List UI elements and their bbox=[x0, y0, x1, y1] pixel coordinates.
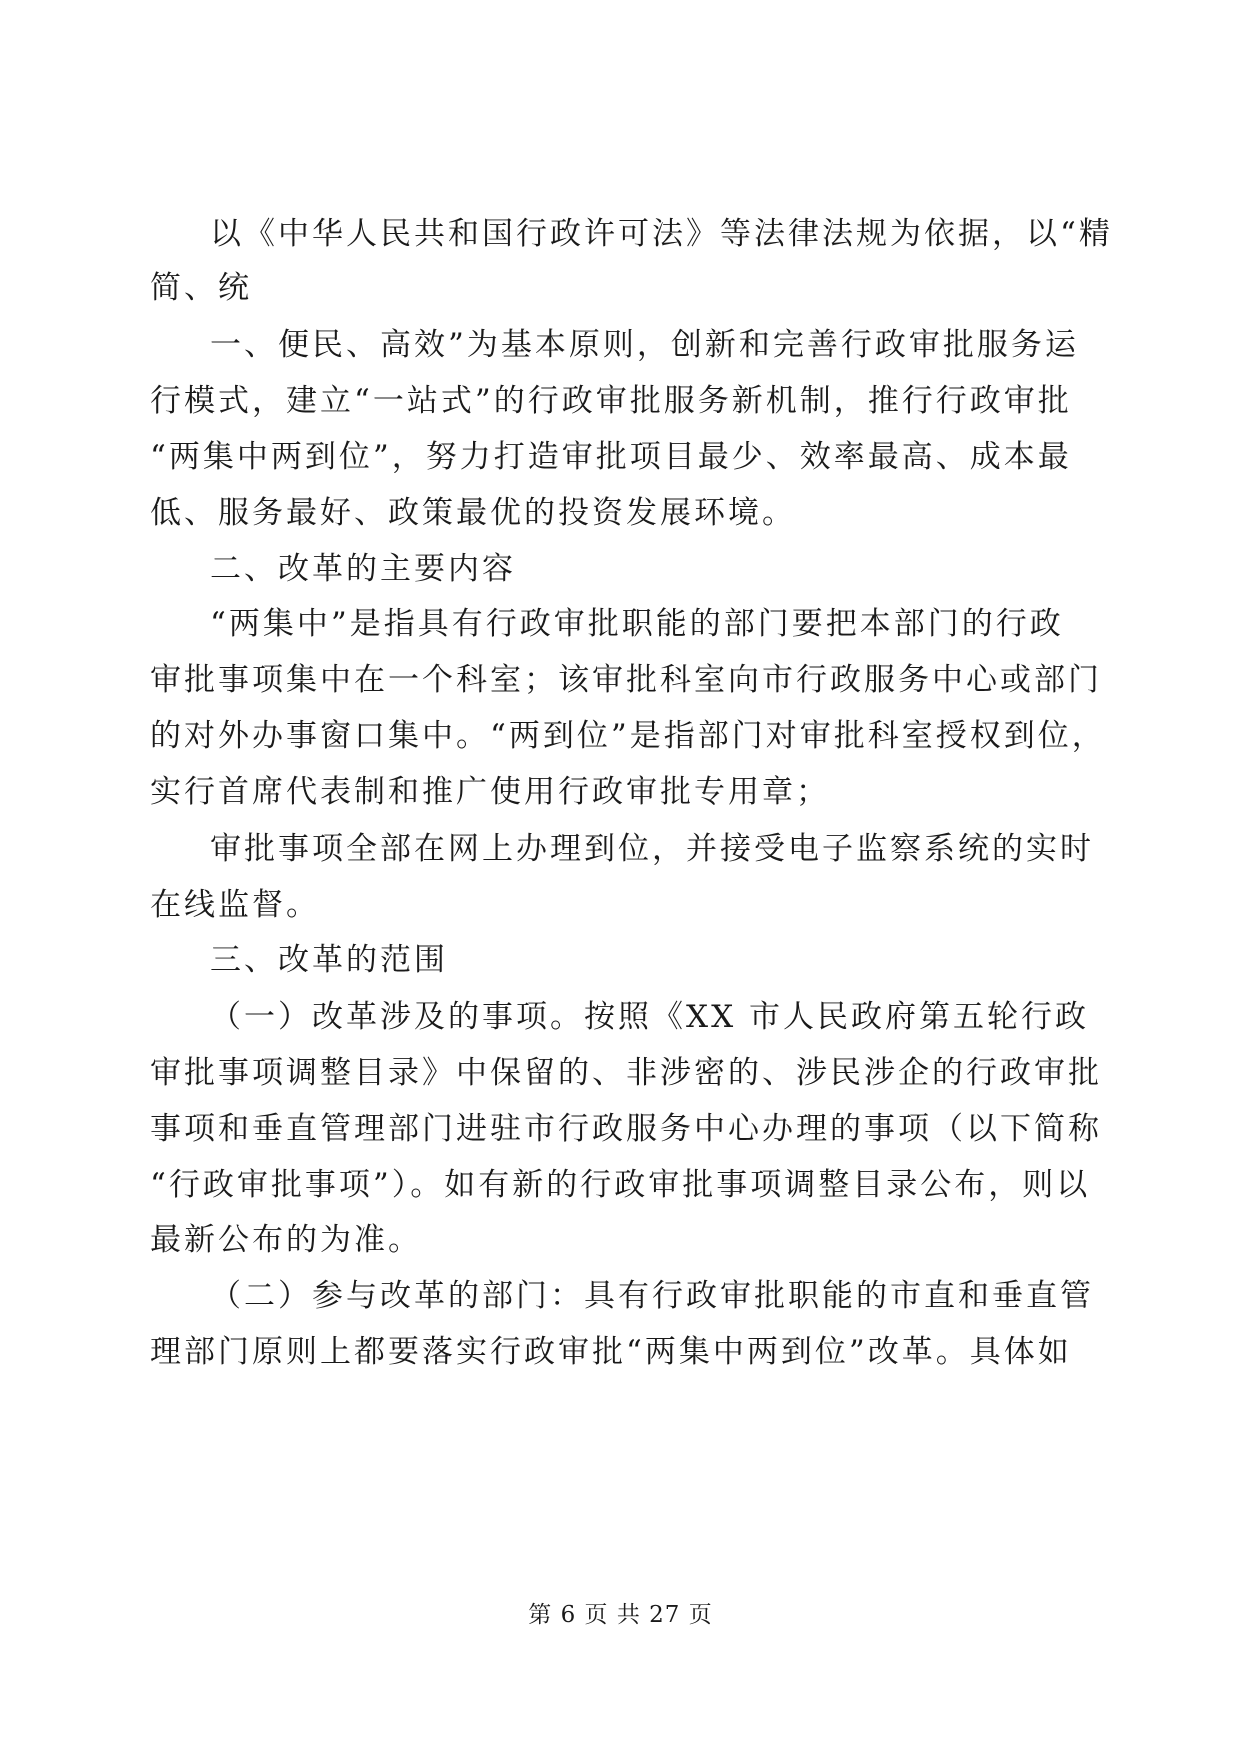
paragraph-line: 的对外办事窗口集中。“两到位”是指部门对审批科室授权到位， bbox=[150, 718, 1106, 754]
paragraph-line: 审批事项全部在网上办理到位，并接受电子监察系统的实时 bbox=[210, 831, 1094, 867]
section-heading: 三、改革的范围 bbox=[210, 942, 448, 978]
paragraph-line: 行模式，建立“一站式”的行政审批服务新机制，推行行政审批 bbox=[150, 383, 1072, 419]
paragraph-line: （二）参与改革的部门：具有行政审批职能的市直和垂直管 bbox=[210, 1278, 1094, 1314]
page-number-footer: 第 6 页 共 27 页 bbox=[528, 1602, 713, 1628]
paragraph-line: 在线监督。 bbox=[150, 887, 320, 923]
section-heading: 二、改革的主要内容 bbox=[210, 551, 516, 587]
paragraph-line: 理部门原则上都要落实行政审批“两集中两到位”改革。具体如 bbox=[150, 1334, 1072, 1370]
paragraph-line: 一、便民、高效”为基本原则，创新和完善行政审批服务运 bbox=[210, 327, 1079, 363]
paragraph-line: 最新公布的为准。 bbox=[150, 1222, 422, 1258]
paragraph-line: 实行首席代表制和推广使用行政审批专用章； bbox=[150, 774, 830, 810]
paragraph-line: “行政审批事项”）。如有新的行政审批事项调整目录公布，则以 bbox=[150, 1167, 1091, 1203]
paragraph-line: （一）改革涉及的事项。按照《XX 市人民政府第五轮行政 bbox=[210, 999, 1089, 1035]
paragraph-line: 低、服务最好、政策最优的投资发展环境。 bbox=[150, 495, 796, 531]
paragraph-line: 审批事项集中在一个科室；该审批科室向市行政服务中心或部门 bbox=[150, 662, 1102, 698]
paragraph-line: “两集中”是指具有行政审批职能的部门要把本部门的行政 bbox=[210, 606, 1064, 642]
paragraph-line: 简、统 bbox=[150, 270, 252, 306]
paragraph-line: 事项和垂直管理部门进驻市行政服务中心办理的事项（以下简称 bbox=[150, 1111, 1102, 1147]
paragraph-line: 审批事项调整目录》中保留的、非涉密的、涉民涉企的行政审批 bbox=[150, 1055, 1102, 1091]
paragraph-line: “两集中两到位”，努力打造审批项目最少、效率最高、成本最 bbox=[150, 439, 1072, 475]
paragraph-line: 以《中华人民共和国行政许可法》等法律法规为依据，以“精 bbox=[210, 216, 1113, 252]
